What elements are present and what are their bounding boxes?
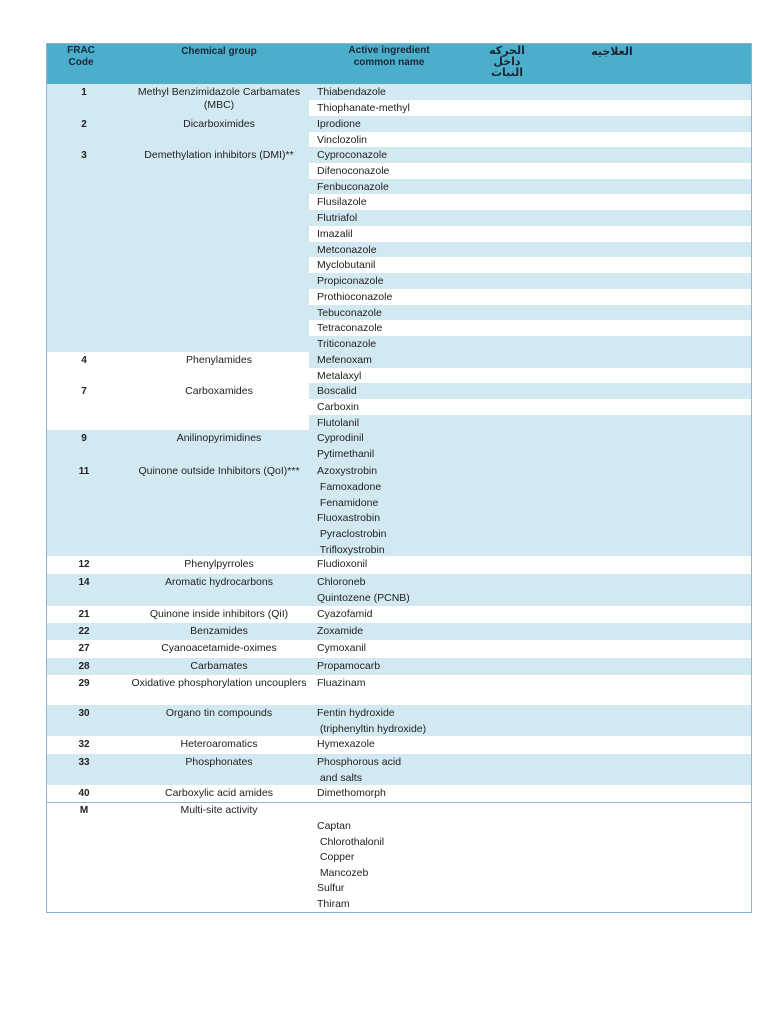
frac-code: 3: [81, 150, 87, 161]
active-ingredient: Propiconazole: [317, 275, 384, 287]
active-ingredient: (triphenyltin hydroxide): [317, 722, 427, 735]
header-treatment: العلاجيه: [591, 45, 633, 58]
active-ingredient: Metconazole: [317, 243, 377, 256]
active-ingredient: Boscalid: [317, 385, 357, 397]
active-ingredient: Phosphorous acid: [317, 756, 402, 768]
header-active-ingredient: Active ingredient common name: [348, 45, 430, 68]
active-ingredient: Imazalil: [317, 227, 353, 240]
frac-code: M: [79, 805, 89, 816]
frac-code: 4: [81, 355, 87, 366]
active-ingredient: Sulfur: [317, 882, 345, 894]
frac-code: 14: [78, 577, 90, 588]
active-ingredient: Fenamidone: [317, 496, 379, 509]
header-chemical-group: Chemical group: [181, 46, 257, 57]
header-plant-movement: الحركه داخل النبات: [489, 44, 525, 79]
active-ingredient: Tebuconazole: [317, 306, 382, 319]
active-ingredient: Captan: [317, 820, 351, 832]
frac-code: 32: [78, 739, 90, 750]
ingredient-stripe: [309, 368, 751, 384]
active-ingredient: Flusilazole: [317, 196, 367, 209]
chemical-group: Phenylamides: [186, 354, 252, 366]
chemical-group: Carbamates: [190, 660, 248, 672]
chemical-group: Cyanoacetamide-oximes: [161, 642, 277, 654]
active-ingredient: Fluazinam: [317, 677, 366, 689]
active-ingredient: Zoxamide: [317, 625, 364, 637]
ingredient-stripe: [309, 194, 751, 210]
chemical-group: Demethylation inhibitors (DMI)**: [144, 149, 294, 161]
frac-fungicide-table: [46, 43, 752, 913]
frac-code: 28: [78, 661, 90, 672]
frac-code: 2: [81, 119, 87, 130]
frac-code: 40: [78, 788, 90, 799]
ingredient-stripe: [309, 116, 751, 132]
ingredient-stripe: [309, 415, 751, 431]
group-row: [47, 802, 751, 912]
active-ingredient: Triticonazole: [317, 338, 377, 350]
chemical-group: Phenylpyrroles: [184, 558, 254, 570]
frac-code: 29: [78, 678, 90, 689]
active-ingredient: Azoxystrobin: [317, 465, 378, 477]
active-ingredient: Thiram: [317, 897, 350, 910]
active-ingredient: Prothioconazole: [317, 290, 393, 303]
frac-code: 11: [78, 466, 90, 477]
active-ingredient: Vinclozolin: [317, 133, 368, 146]
active-ingredient: Propamocarb: [317, 660, 381, 672]
active-ingredient: Chloroneb: [317, 576, 366, 588]
active-ingredient: Thiabendazole: [317, 86, 386, 98]
active-ingredient: Metalaxyl: [317, 369, 362, 382]
active-ingredient: Fenbuconazole: [317, 180, 389, 193]
chemical-group: Multi-site activity: [180, 804, 258, 816]
active-ingredient: Flutriafol: [317, 212, 358, 224]
chemical-group: Methyl Benzimidazole Carbamates (MBC): [137, 86, 301, 111]
chemical-group: Quinone outside Inhibitors (QoI)***: [138, 465, 300, 477]
chemical-group: Benzamides: [190, 625, 248, 637]
chemical-group: Carboxylic acid amides: [165, 787, 273, 799]
active-ingredient: Famoxadone: [317, 480, 382, 493]
active-ingredient: Flutolanil: [317, 416, 360, 429]
active-ingredient: and salts: [317, 771, 362, 784]
frac-code: 30: [78, 708, 90, 719]
active-ingredient: Difenoconazole: [317, 164, 390, 177]
chemical-group: Heteroaromatics: [180, 738, 258, 750]
frac-code: 1: [81, 87, 87, 98]
chemical-group: Quinone inside inhibitors (QiI): [149, 608, 289, 620]
frac-code: 33: [78, 757, 90, 768]
chemical-group: Organo tin compounds: [165, 707, 273, 719]
table-header: [47, 44, 751, 84]
active-ingredient: Mancozeb: [317, 866, 369, 879]
row-divider: [47, 802, 751, 803]
active-ingredient: Copper: [317, 851, 355, 863]
ingredient-stripe: [309, 399, 751, 415]
active-ingredient: Carboxin: [317, 400, 360, 413]
active-ingredient: Cyprodinil: [317, 432, 364, 444]
active-ingredient: Cyproconazole: [317, 149, 388, 161]
frac-code: 9: [81, 433, 87, 444]
active-ingredient: Pyraclostrobin: [317, 528, 387, 540]
ingredient-stripe: [309, 132, 751, 148]
active-ingredient: Fluoxastrobin: [317, 512, 381, 525]
active-ingredient: Tetraconazole: [317, 322, 383, 335]
active-ingredient: Chlorothalonil: [317, 835, 385, 848]
frac-code: 22: [78, 626, 90, 637]
ingredient-stripe: [309, 226, 751, 242]
active-ingredient: Quintozene (PCNB): [317, 591, 410, 604]
active-ingredient: Thiophanate-methyl: [317, 101, 410, 114]
frac-code: 21: [78, 609, 90, 620]
chemical-group: Carboxamides: [185, 385, 253, 397]
chemical-group: Phosphonates: [185, 756, 253, 768]
active-ingredient: Fentin hydroxide: [317, 707, 395, 719]
active-ingredient: Mefenoxam: [317, 354, 372, 366]
active-ingredient: Cyazofamid: [317, 608, 373, 620]
frac-code: 12: [78, 559, 90, 570]
ingredient-stripe: [309, 210, 751, 226]
chemical-group: Anilinopyrimidines: [176, 432, 262, 444]
ingredient-stripe: [309, 352, 751, 368]
active-ingredient: Cymoxanil: [317, 642, 367, 654]
active-ingredient: Myclobutanil: [317, 259, 376, 272]
header-frac-code: FRAC Code: [67, 45, 95, 68]
active-ingredient: Pytimethanil: [317, 447, 375, 460]
active-ingredient: Hymexazole: [317, 738, 375, 750]
active-ingredient: Dimethomorph: [317, 787, 386, 799]
active-ingredient: Trifloxystrobin: [317, 543, 385, 556]
frac-code: 27: [78, 643, 90, 654]
chemical-group: Dicarboximides: [183, 118, 255, 130]
frac-code: 7: [81, 386, 87, 397]
ingredient-stripe: [309, 383, 751, 399]
chemical-group: Aromatic hydrocarbons: [165, 576, 273, 588]
active-ingredient: Iprodione: [317, 118, 361, 130]
chemical-group: Oxidative phosphorylation uncouplers: [131, 677, 307, 689]
active-ingredient: Fludioxonil: [317, 558, 368, 570]
